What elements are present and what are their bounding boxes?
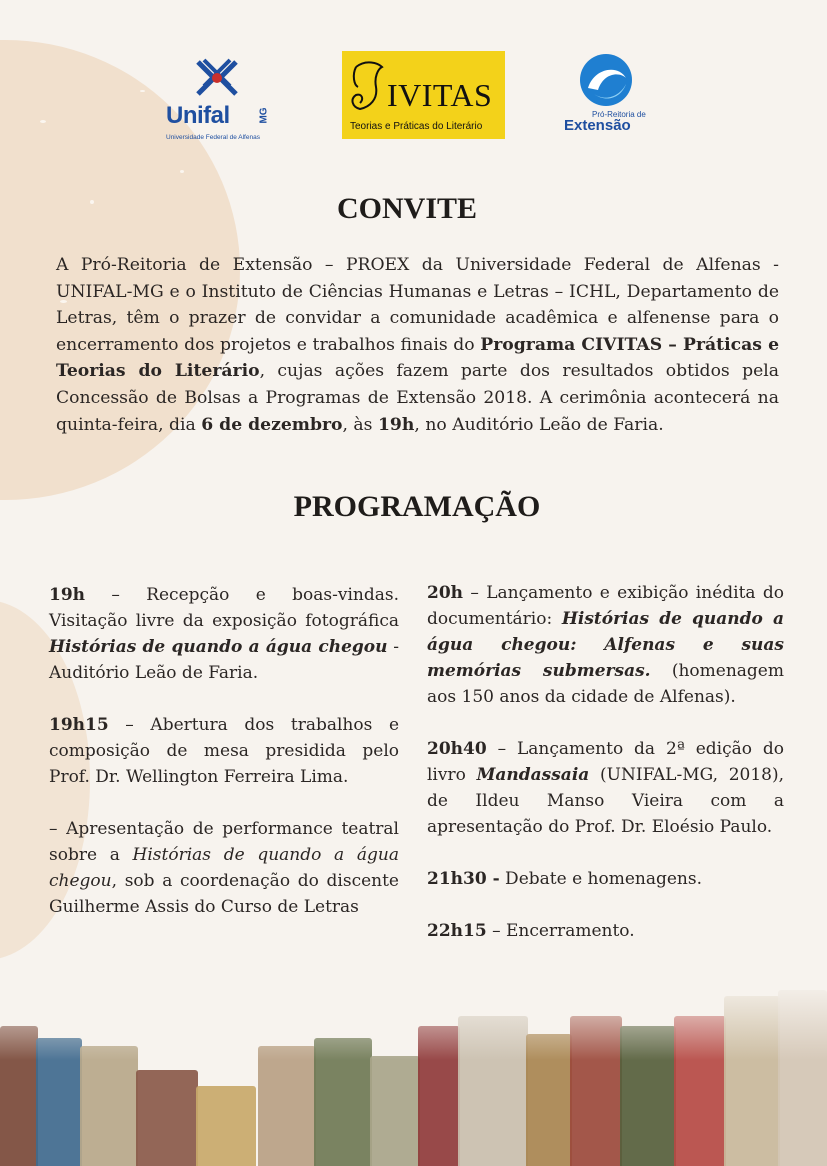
invitation-text: , às	[342, 414, 378, 435]
invitation-text: , no Auditório Leão de Faria.	[414, 414, 664, 435]
schedule-time: 22h15	[427, 921, 487, 941]
event-time: 19h	[377, 414, 415, 435]
schedule-item	[427, 918, 784, 944]
background-speck	[180, 170, 184, 173]
schedule-time: 20h	[427, 583, 464, 603]
invitation-text: A Pró-Reitoria de Extensão – PROEX da Universidade Federal de Alfenas - UNIFAL-MG e o Instituto de Ciências Humanas e Letras – ICHL, Departamento de Letras, têm o prazer de convidar a comunidade acadêmica e alfenense para o encerramento dos projetos e trabalhos finais do	[56, 255, 779, 355]
schedule-left-column	[49, 582, 399, 920]
program-name: Programa CIVITAS – Práticas e Teorias do Literário	[56, 334, 780, 382]
proex-big-label: Extensão	[564, 117, 631, 134]
invitation-paragraph	[56, 252, 779, 438]
scroll-icon	[348, 57, 388, 117]
civitas-logo	[342, 51, 505, 139]
book-spine	[196, 1086, 256, 1166]
unifal-subtitle: Universidade Federal de Alfenas	[166, 134, 260, 141]
unifal-emblem-icon	[192, 58, 242, 102]
book-spine	[80, 1046, 138, 1166]
schedule-item	[49, 582, 399, 686]
schedule-text: – Encerramento.	[486, 921, 635, 941]
schedule-text: - Auditório Leão de Faria.	[49, 637, 399, 683]
performance-title: Histórias de quando a água chegou	[49, 845, 399, 891]
book-title: Mandassaia	[476, 765, 590, 785]
schedule-time: 19h15	[49, 715, 109, 735]
schedule-text: – Apresentação de performance teatral sobre a	[49, 819, 399, 865]
schedule-text: Debate e homenagens.	[499, 869, 702, 889]
civitas-wordmark: IVITAS	[387, 77, 493, 113]
schedule-item	[49, 816, 399, 920]
schedule-text: , sob a coordenação do discente Guilherme Assis do Curso de Letras	[49, 871, 399, 917]
unifal-wordmark: Unifal	[166, 102, 230, 129]
exhibition-title: Histórias de quando a água chegou	[49, 637, 388, 657]
book-spine	[136, 1070, 198, 1166]
unifal-logo	[166, 58, 276, 148]
book-spine	[258, 1046, 316, 1166]
logo-row	[0, 50, 827, 145]
proex-emblem-icon	[574, 50, 638, 110]
schedule-item	[427, 866, 784, 892]
event-date: 6 de dezembro	[201, 414, 343, 435]
schedule-time: 21h30 -	[427, 869, 500, 889]
schedule-time: 19h	[49, 585, 86, 605]
civitas-subtitle: Teorias e Práticas do Literário	[350, 121, 483, 132]
schedule-text: (UNIFAL-MG, 2018), de Ildeu Manso Vieira com a apresentação do Prof. Dr. Eloésio Paulo.	[427, 765, 784, 837]
schedule-time: 20h40	[427, 739, 487, 759]
schedule-right-column	[427, 580, 784, 944]
book-fade-overlay	[0, 980, 827, 1060]
schedule-item	[49, 712, 399, 790]
documentary-title: Histórias de quando a água chegou: Alfenas e suas memórias submersas.	[427, 609, 784, 681]
schedule-text: – Lançamento e exibição inédita do documentário:	[427, 583, 784, 629]
schedule-item	[427, 580, 784, 710]
book-spine	[370, 1056, 420, 1166]
convite-title: CONVITE	[336, 192, 478, 225]
schedule-text: – Recepção e boas-vindas. Visitação livre da exposição fotográfica	[49, 585, 399, 631]
schedule-text: – Abertura dos trabalhos e composição de mesa presidida pelo Prof. Dr. Wellington Ferreira Lima.	[49, 715, 399, 787]
programacao-title: PROGRAMAÇÃO	[293, 490, 541, 523]
schedule-text: (homenagem aos 150 anos da cidade de Alfenas).	[427, 661, 784, 707]
invitation-text: , cujas ações fazem parte dos resultados obtidos pela Concessão de Bolsas a Programas de Extensão 2018. A cerimônia acontecerá na quinta-feira, dia	[56, 361, 780, 435]
schedule-text: – Lançamento da 2ª edição do livro	[427, 739, 784, 785]
unifal-mg-label: MG	[258, 107, 270, 124]
schedule-item	[427, 736, 784, 840]
proex-logo	[562, 50, 658, 142]
proex-small-label: Pró-Reitoria de	[592, 110, 646, 119]
